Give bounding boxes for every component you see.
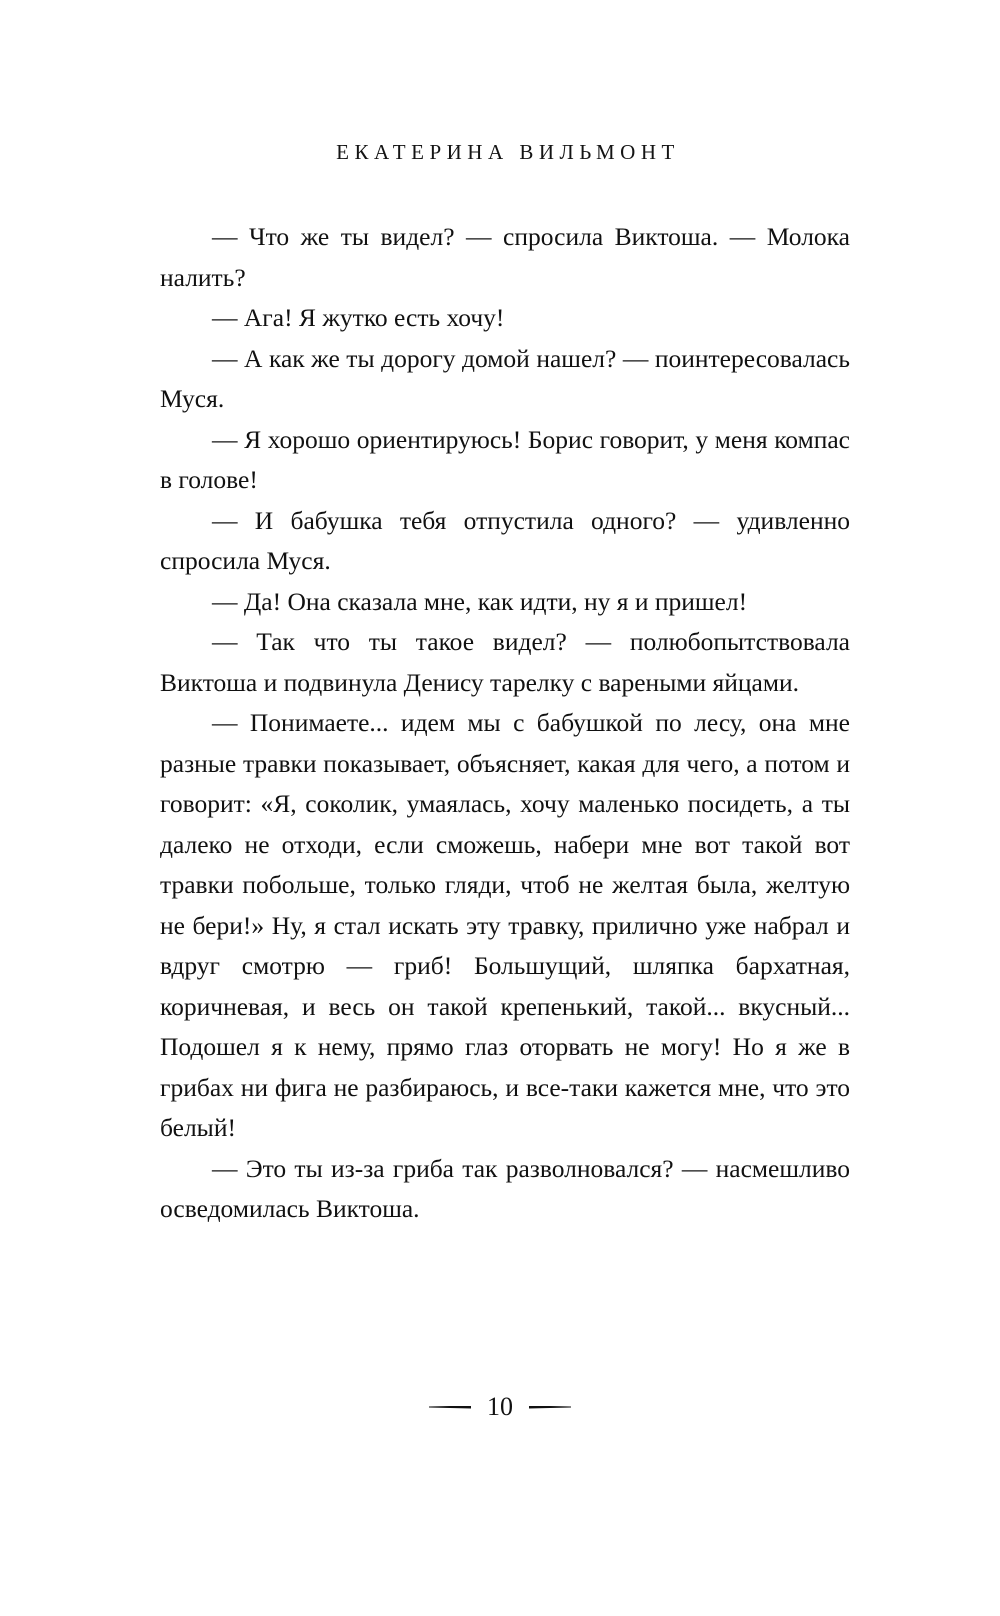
paragraph: — Так что ты такое видел? — полюбопытствовала Виктоша и подвинула Денису тарелку с вареными яйцами. bbox=[160, 627, 850, 697]
folio-rule-right-icon bbox=[529, 1406, 571, 1409]
folio-rule-left-icon bbox=[429, 1406, 471, 1409]
paragraph: — Ага! Я жутко есть хочу! bbox=[212, 303, 505, 332]
paragraph: — Это ты из-за гриба так разволновался? — насмешливо осведомилась Виктоша. bbox=[160, 1153, 850, 1223]
paragraph: — Да! Она сказала мне, как идти, ну я и пришел! bbox=[212, 586, 748, 616]
paragraph: — Что же ты видел? — спросила Виктоша. — Молока налить? bbox=[160, 222, 850, 292]
running-head-author: ЕКАТЕРИНА ВИЛЬМОНТ bbox=[336, 140, 680, 164]
paragraph: — Понимаете... идем мы с бабушкой по лесу, она мне разные травки показывает, объясняет, какая для чего, а потом и говорит: «Я, соколик, умаялась, хочу маленько посидеть, а ты далеко не отходи, если сможешь, набери мне вот такой вот травки побольше, только гляди, чтоб не желтая была, желтую не бери!» Ну, я стал искать эту травку, прилично уже набрал и вдруг смотрю — гриб! Большущий, шляпка бархатная, коричневая, и весь он такой крепенький, такой... вкусный... Подошел я к нему, прямо глаз оторвать не могу! Но я же в грибах ни фига не разбираюсь, и все-таки кажется мне, что это белый! bbox=[160, 708, 850, 1142]
page-number: 10 bbox=[487, 1392, 513, 1421]
page-body-text bbox=[160, 217, 850, 1230]
paragraph: — Я хорошо ориентируюсь! Борис говорит, у меня компас в голове! bbox=[160, 424, 850, 494]
page-folio bbox=[0, 1394, 1000, 1420]
paragraph: — И бабушка тебя отпустила одного? — удивленно спросила Муся. bbox=[160, 505, 850, 575]
paragraph: — А как же ты дорогу домой нашел? — поинтересовалась Муся. bbox=[160, 343, 850, 413]
